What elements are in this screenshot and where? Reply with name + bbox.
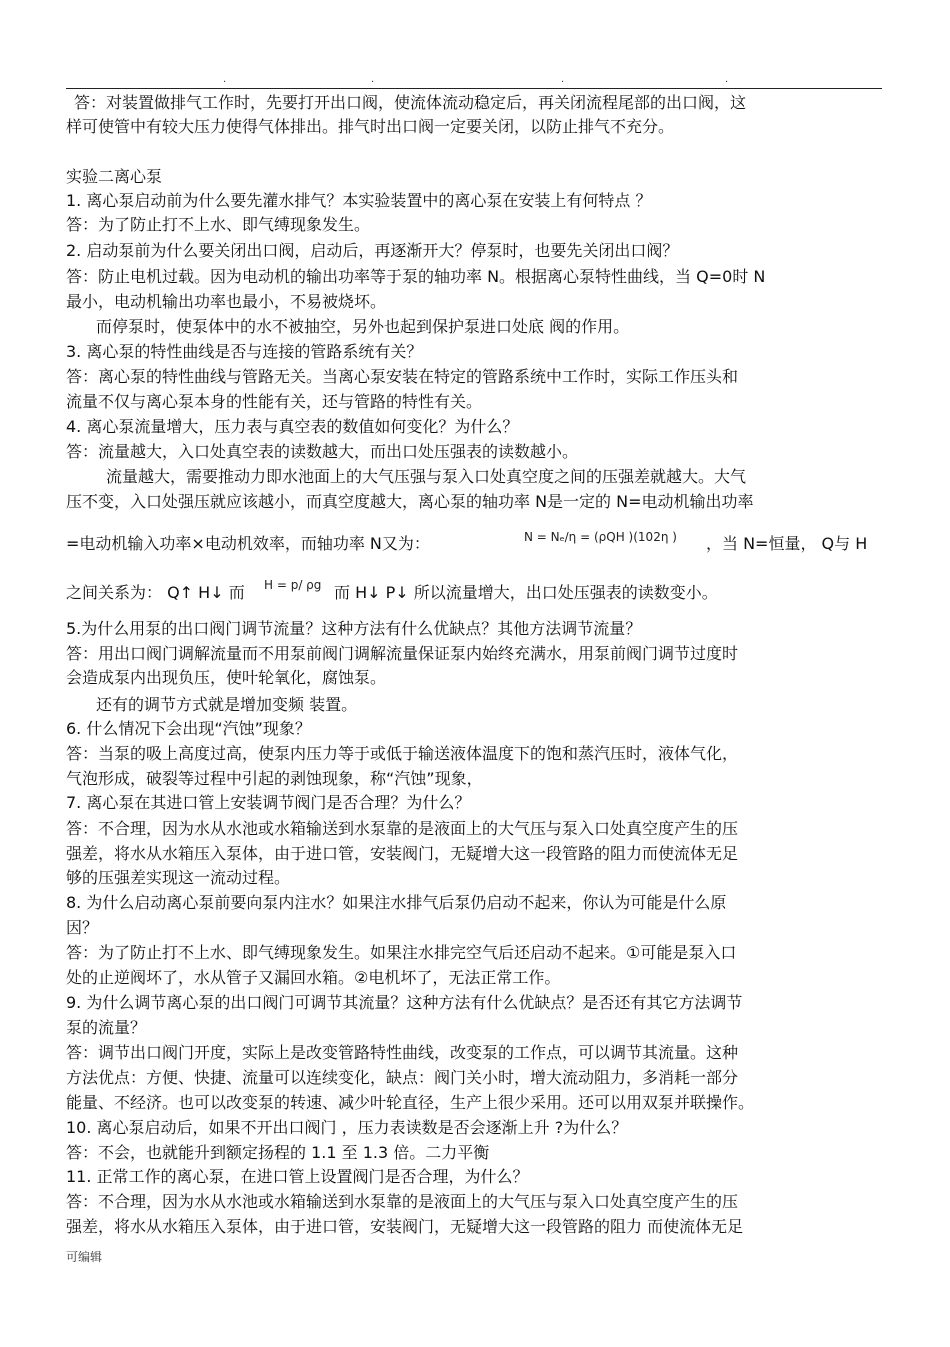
- question: 5.为什么用泵的出口阀门调节流量？这种方法有什么优缺点？其他方法调节流量？: [66, 619, 642, 638]
- header-dot: .: [561, 74, 565, 85]
- text-line: 泵的流量？: [66, 1018, 147, 1037]
- text-line: 压不变，入口处强压就应该越小，而真空度越大，离心泵的轴功率 N是一定的 N=电动机输出功率: [66, 492, 754, 511]
- text-line: 最小，电动机输出功率也最小，不易被烧坏。: [66, 292, 387, 311]
- header-dot: .: [223, 74, 227, 85]
- text-line: 还有的调节方式就是增加变频 装置。: [96, 695, 358, 714]
- text-line: ，当 N=恒量， Q与 H: [706, 534, 868, 553]
- answer: 答：离心泵的特性曲线与管路无关。当离心泵安装在特定的管路系统中工作时，实际工作压头和: [66, 367, 739, 386]
- head-formula: H = p/ ρg: [264, 578, 322, 592]
- text-line: 能量、不经济。也可以改变泵的转速、减少叶轮直径，生产上很少采用。还可以用双泵并联操作。: [66, 1093, 755, 1112]
- text-line: 流量越大，需要推动力即水池面上的大气压强与泵入口处真空度之间的压强差就越大。大气: [106, 467, 747, 486]
- answer: 答：防止电机过载。因为电动机的输出功率等于泵的轴功率 N。根据离心泵特性曲线，当 Q=0时 N: [66, 267, 766, 286]
- question: 7. 离心泵在其进口管上安装调节阀门是否合理？为什么？: [66, 793, 471, 812]
- header-dot: .: [725, 74, 729, 85]
- answer: 答：当泵的吸上高度过高，使泵内压力等于或低于输送液体温度下的饱和蒸汽压时，液体气化，: [66, 744, 739, 763]
- answer: 答：调节出口阀门开度，实际上是改变管路特性曲线，改变泵的工作点，可以调节其流量。这种: [66, 1043, 739, 1062]
- question: 2. 启动泵前为什么要关闭出口阀，启动后，再逐渐开大？停泵时，也要先关闭出口阀？: [66, 241, 679, 260]
- answer: 答：流量越大，入口处真空表的读数越大，而出口处压强表的读数越小。: [66, 442, 579, 461]
- text-line: 答：对装置做排气工作时，先要打开出口阀，使流体流动稳定后，再关闭流程尾部的出口阀，这: [74, 93, 747, 112]
- text-line: 样可使管中有较大压力使得气体排出。排气时出口阀一定要关闭，以防止排气不充分。: [66, 117, 675, 136]
- question: 9. 为什么调节离心泵的出口阀门可调节其流量？这种方法有什么优缺点？是否还有其它方法调节: [66, 993, 743, 1012]
- text-line: 强差，将水从水箱压入泵体，由于进口管，安装阀门，无疑增大这一段管路的阻力 而使流体无足: [66, 1217, 744, 1236]
- question: 11. 正常工作的离心泵，在进口管上设置阀门是否合理，为什么？: [66, 1167, 529, 1186]
- text-line: 而 H↓ P↓ 所以流量增大，出口处压强表的读数变小。: [334, 583, 718, 602]
- question: 10. 离心泵启动后，如果不开出口阀门 ，压力表读数是否会逐渐上升 ?为什么？: [66, 1118, 628, 1137]
- question: 4. 离心泵流量增大，压力表与真空表的数值如何变化？为什么？: [66, 417, 519, 436]
- text-line: 强差，将水从水箱压入泵体，由于进口管，安装阀门，无疑增大这一段管路的阻力而使流体无足: [66, 844, 739, 863]
- answer: 答：不合理，因为水从水池或水箱输送到水泵靠的是液面上的大气压与泵入口处真空度产生的压: [66, 1192, 739, 1211]
- answer: 答：用出口阀门调解流量而不用泵前阀门调解流量保证泵内始终充满水，用泵前阀门调节过度时: [66, 644, 739, 663]
- answer: 答：为了防止打不上水、即气缚现象发生。如果注水排完空气后还启动不起来。①可能是泵入口: [66, 943, 737, 962]
- text-line: 气泡形成，破裂等过程中引起的剥蚀现象，称“汽蚀”现象，: [66, 769, 483, 788]
- text-line: 流量不仅与离心泵本身的性能有关，还与管路的特性有关。: [66, 392, 483, 411]
- answer: 答：不合理，因为水从水池或水箱输送到水泵靠的是液面上的大气压与泵入口处真空度产生的压: [66, 819, 739, 838]
- answer: 答：不会，也就能升到额定扬程的 1.1 至 1.3 倍。二力平衡: [66, 1143, 490, 1162]
- power-formula: N = Nₑ/η = (ρQH )(102η ): [524, 530, 677, 544]
- text-line: 而停泵时，使泵体中的水不被抽空，另外也起到保护泵进口处底 阀的作用。: [96, 317, 630, 336]
- question: 8. 为什么启动离心泵前要向泵内注水？如果注水排气后泵仍启动不起来，你认为可能是什么原: [66, 893, 727, 912]
- text-line: 处的止逆阀坏了，水从管子又漏回水箱。②电机坏了，无法正常工作。: [66, 968, 561, 987]
- header-dot: .: [371, 74, 375, 85]
- question: 3. 离心泵的特性曲线是否与连接的管路系统有关？: [66, 342, 423, 361]
- question: 1. 离心泵启动前为什么要先灌水排气？本实验装置中的离心泵在安装上有何特点 ？: [66, 191, 652, 210]
- text-line: 方法优点：方便、快捷、流量可以连续变化，缺点：阀门关小时，增大流动阻力，多消耗一部分: [66, 1068, 739, 1087]
- text-line: 够的压强差实现这一流动过程。: [66, 868, 291, 887]
- header-rule: [66, 88, 882, 89]
- text-line: =电动机输入功率×电动机效率，而轴功率 N又为：: [66, 534, 430, 553]
- question: 6. 什么情况下会出现“汽蚀”现象？: [66, 719, 311, 738]
- section-title: 实验二离心泵: [66, 167, 163, 186]
- text-line: 会造成泵内出现负压，使叶轮氧化，腐蚀泵。: [66, 668, 387, 687]
- text-line: 之间关系为： Q↑ H↓ 而: [66, 583, 245, 602]
- answer: 答：为了防止打不上水、即气缚现象发生。: [66, 215, 371, 234]
- footer-label: 可编辑: [66, 1250, 103, 1264]
- text-line: 因？: [66, 918, 99, 937]
